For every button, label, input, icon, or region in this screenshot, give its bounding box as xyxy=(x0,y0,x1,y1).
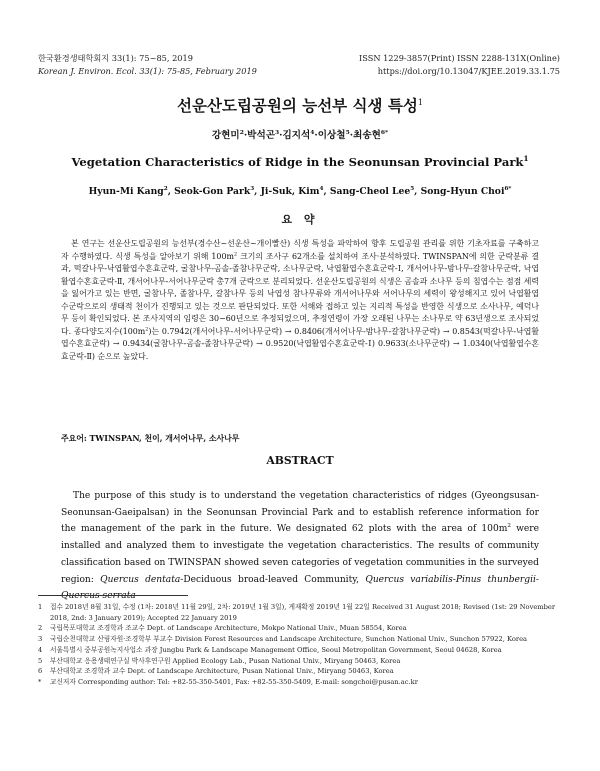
abstract-heading: ABSTRACT xyxy=(266,454,334,467)
summary-korean: 본 연구는 선운산도립공원의 능선부(경수산~선운산~개이빨산) 식생 특성을 파악하여 향후 도립공원 관리를 위한 기초자료를 구축하고자 수행하였다. 식생 특성을 알아보기 위해 $100m^2$ 크기의 조사구 62개소를 설치하여 조사·분석하였다. TWINSPAN에 의한 군락분류 결과, 떡갈나무-낙엽활엽수혼효군락, 굴참나무-곰솔-졸참나무군락, 소나무군락, 낙엽활엽수혼효군락-Ⅰ, 개서어나무-밤나무-갈참나무군락, 낙엽활엽수혼효군락-Ⅱ, 개서어나무-서어나무군락 총7개 군락으로 분리되었다. 선운산도립공원의 식생은 곰솔과 소나무 등의 침엽수는 점점 세력을 잃어가고 있는 반면, 굴참나무, 졸참나무, 갈참나무 등의 낙엽성 참나무류와 개서어나무와 서어나무의 세력이 왕성해지고 있어 낙엽활엽수군락으로의 생태적 천이가 진행되고 있는 것으로 판단되었다. 또한 서해와 접하고 있는 지리적 특성을 반영한 식생으로 소사나무, 예덕나무 등이 확인되었다. 본 조사지역의 임령은 30~60년으로 추정되었으며, 추정연령이 가장 오래된 나무는 소나무로 약 63년생으로 조사되었다. 종다양도지수$(100m^2)$는 0.7942(개서어나무-서어나무군락) → 0.8406(개서어나무-밤나무-갈참나무군락) → 0.8543(떡갈나무-낙엽활엽수혼효군락) → 0.9434(굴참나무-곰솔-졸참나무군락) → 0.9520(낙엽활엽수혼효군락-Ⅰ) 0.9633(소나무군락) → 1.0340(낙엽활엽수혼효군락-Ⅱ) 순으로 높았다. xyxy=(61,239,540,361)
footnote: * 교신저자 Corresponding author: Tel: +82-55-350-5401, Fax: +82-55-350-5409, E-mail: songchoi@pusan.ac.kr xyxy=(38,677,418,686)
doi-link[interactable]: https://doi.org/10.13047/KJEE.2019.33.1.75 xyxy=(377,66,560,76)
issn: ISSN 1229-3857(Print) ISSN 2288-131X(Online) xyxy=(359,53,560,63)
journal-name-en: Korean J. Environ. Ecol. 33(1): 75-85, February 2019 xyxy=(38,66,257,76)
authors-korean: 강현미$^2$·박석곤$^3$·김지석$^4$·이상철$^5$·최송현$^{6*}$ xyxy=(211,128,389,141)
summary-heading: 요 약 xyxy=(281,213,319,226)
journal-name-ko: 한국환경생태학회지 33(1): 75~85, 2019 xyxy=(38,53,193,63)
footnotes xyxy=(38,602,560,688)
footnote: 6 부산대학교 조경학과 교수 Dept. of Landscape Architecture, Pusan National Univ., Miryang 50463, Korea xyxy=(38,667,394,676)
footnote: 1 접수 2018년 8월 31일, 수정 (1차: 2018년 11월 29일, 2차: 2019년 1월 3일), 게재확정 2019년 1월 22일 Received 31 August 2018; Revised (1st: 29 November 2018, 2nd: 3 January 2019); Accepted 22 January 2019 xyxy=(38,603,556,622)
authors-english: Hyun-Mi Kang$^2$, Seok-Gon Park$^3$, Ji-Suk, Kim$^4$, Sang-Cheol Lee$^5$, Song-Hyun Choi$^{6*}$ xyxy=(88,185,512,197)
footnote: 2 국립목포대학교 조경학과 조교수 Dept. of Landscape Architecture, Mokpo National Univ., Muan 58554, Korea xyxy=(38,624,407,633)
title-korean: 선운산도립공원의 능선부 식생 특성$^1$ xyxy=(177,96,423,115)
issn-header xyxy=(359,52,560,78)
abstract-body: The purpose of this study is to understand the vegetation characteristics of ridges (Gyeongsusan-Seonunsan-Gaeipalsan) in the Seonunsan Provincial Park and to establish reference information for the management of the park in the future. We designated 62 plots with the area of $100m^2$ were installed and analyzed them to investigate the vegetation characteristics. The results of community classification based on TWINSPAN showed seven categories of vegetation communities in the surveyed region: Quercus dentata-Deciduous broad-leaved Community, Quercus variabilis-Pinus thunbergii-Quercus serrata xyxy=(61,491,539,602)
title-english: Vegetation Characteristics of Ridge in the Seonunsan Provincial Park$^1$ xyxy=(71,154,529,169)
footnote: 3 국립순천대학교 산림자원·조경학부 부교수 Division Forest Resources and Landscape Architecture, Sunchon National Univ., Sunchon 57922, Korea xyxy=(38,635,528,644)
footnote: 4 서울특별시 중부공원녹지사업소 과장 Jungbu Park & Landscape Management Office, Seoul Metropolitan Government, Seoul 04628, Korea xyxy=(38,645,502,654)
keywords xyxy=(61,433,539,444)
journal-header xyxy=(38,52,257,78)
keywords-label: 주요어: xyxy=(61,434,87,443)
footnote: 5 부산대학교 응용생태연구실 박사후연구원 Applied Ecology Lab., Pusan National Univ., Miryang 50463, Korea xyxy=(38,656,401,665)
keywords-text: TWINSPAN, 천이, 개서어나무, 소사나무 xyxy=(86,434,240,443)
footnote-divider xyxy=(38,595,188,596)
